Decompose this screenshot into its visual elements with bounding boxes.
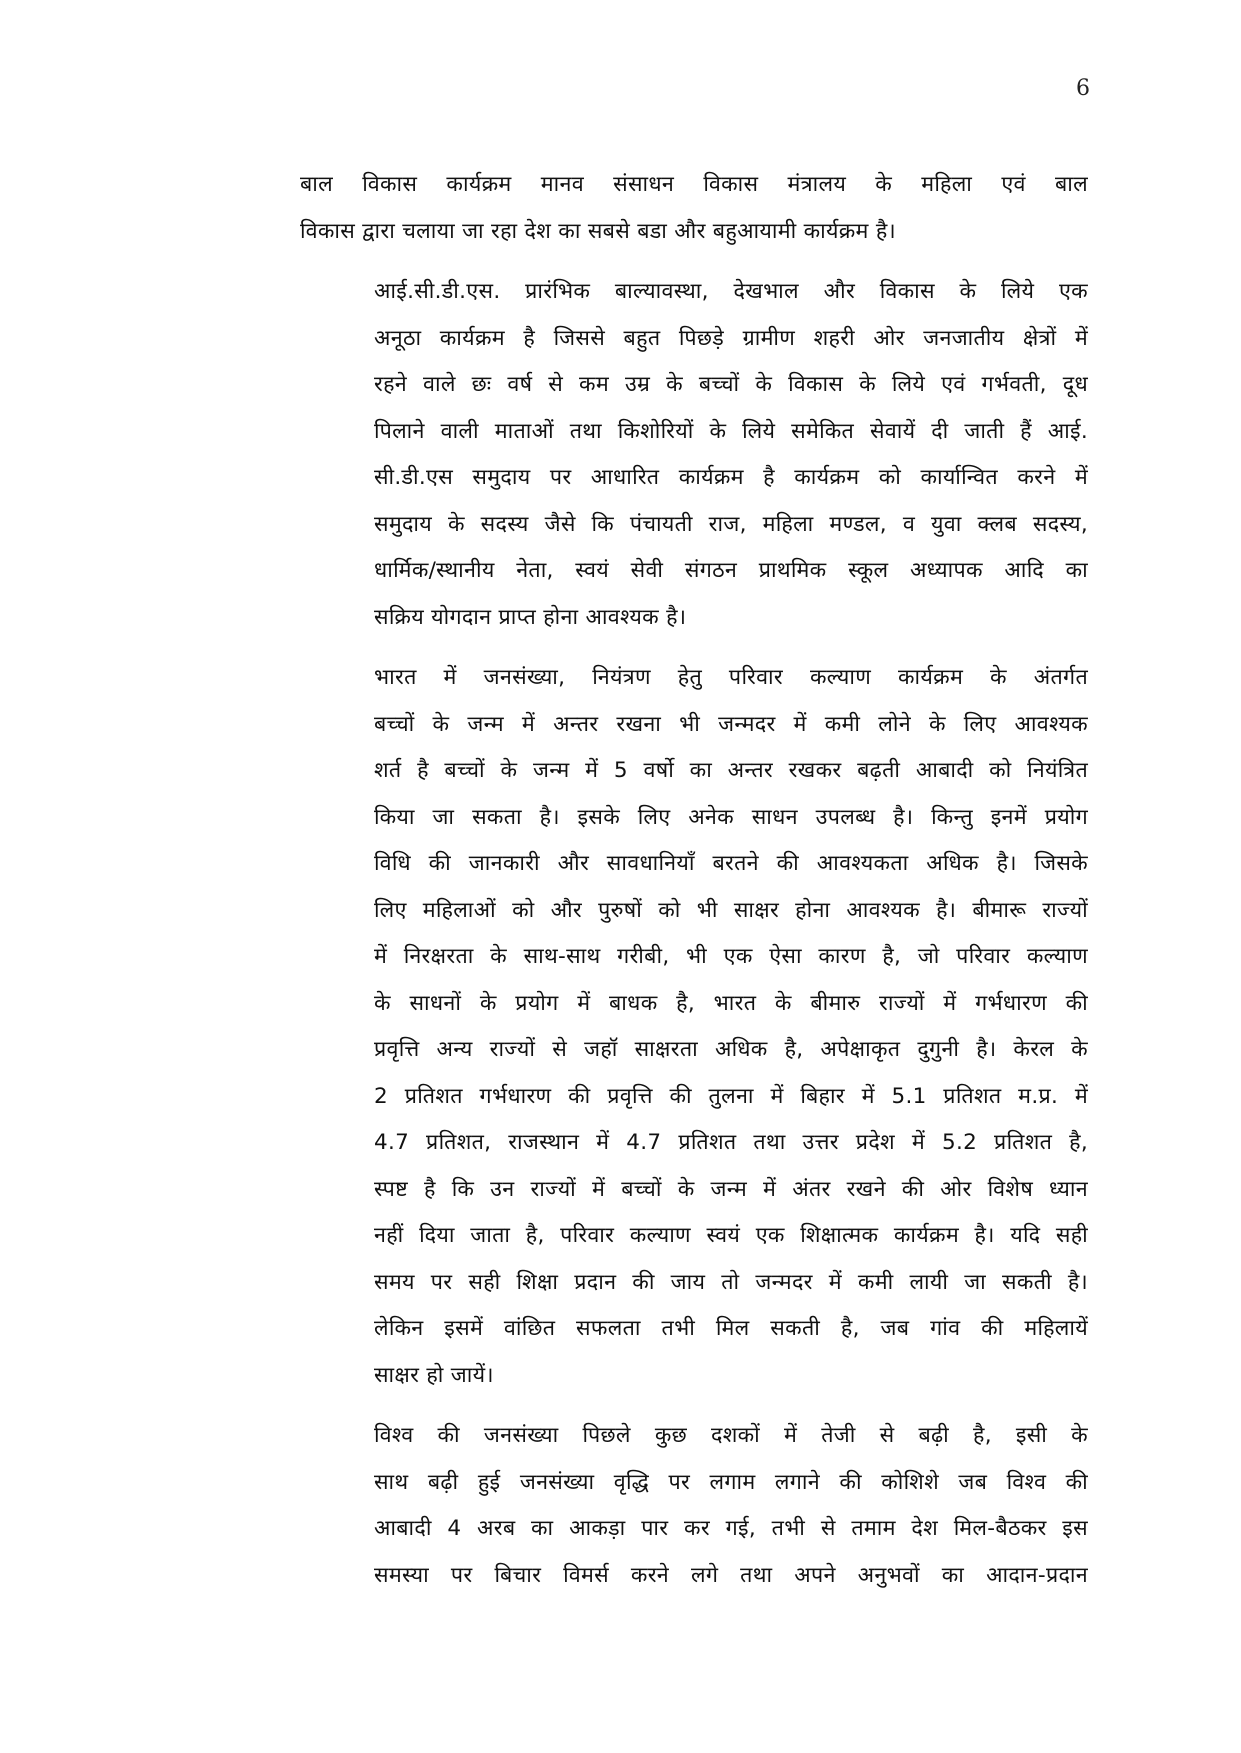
text-line: में निरक्षरता के साथ-साथ गरीबी, भी एक ऐसा कारण है, जो परिवार कल्याण: [374, 944, 1088, 969]
text-line: रहने वाले छः वर्ष से कम उम्र के बच्चों के विकास के लिये एवं गर्भवती, दूध: [374, 372, 1088, 397]
text-line: प्रवृत्ति अन्य राज्यों से जहॉ साक्षरता अधिक है, अपेक्षाकृत दुगुनी है। केरल के: [374, 1037, 1088, 1062]
paragraph: [300, 269, 1088, 641]
text-line: सी.डी.एस समुदाय पर आधारित कार्यक्रम है कार्यक्रम को कार्यान्वित करने में: [374, 465, 1088, 490]
text-line: विधि की जानकारी और सावधानियाँ बरतने की आवश्यकता अधिक है। जिसके: [374, 851, 1088, 876]
paragraph: [300, 655, 1088, 1399]
text-line: सक्रिय योगदान प्राप्त होना आवश्यक है।: [374, 604, 687, 630]
page-number: 6: [1076, 76, 1090, 101]
paragraph: [300, 162, 1088, 255]
text-line: धार्मिक/स्थानीय नेता, स्वयं सेवी संगठन प्राथमिक स्कूल अध्यापक आदि का: [374, 558, 1088, 583]
text-line: समुदाय के सदस्य जैसे कि पंचायती राज, महिला मण्डल, व युवा क्लब सदस्य,: [374, 511, 1088, 537]
text-line: पिलाने वाली माताओं तथा किशोरियों के लिये समेकित सेवायें दी जाती हैं आई.: [374, 418, 1088, 444]
text-line: बच्चों के जन्म में अन्तर रखना भी जन्मदर में कमी लोने के लिए आवश्यक: [374, 711, 1088, 737]
text-line: लिए महिलाओं को और पुरुषों को भी साक्षर होना आवश्यक है। बीमारू राज्यों: [374, 897, 1088, 923]
text-line: विश्व की जनसंख्या पिछले कुछ दशकों में तेजी से बढ़ी है, इसी के: [374, 1423, 1088, 1448]
text-line: किया जा सकता है। इसके लिए अनेक साधन उपलब्ध है। किन्तु इनमें प्रयोग: [374, 804, 1088, 830]
text-line: विकास द्वारा चलाया जा रहा देश का सबसे बडा और बहुआयामी कार्यक्रम है।: [300, 218, 896, 244]
text-line: साथ बढ़ी हुई जनसंख्या वृद्धि पर लगाम लगाने की कोशिशे जब विश्व की: [374, 1469, 1088, 1495]
text-line: स्पष्ट है कि उन राज्यों में बच्चों के जन्म में अंतर रखने की ओर विशेष ध्यान: [374, 1176, 1088, 1202]
text-line: आई.सी.डी.एस. प्रारंभिक बाल्यावस्था, देखभाल और विकास के लिये एक: [374, 279, 1088, 304]
text-line: शर्त है बच्चों के जन्म में 5 वर्षो का अन्तर रखकर बढ़ती आबादी को नियंत्रित: [374, 758, 1088, 783]
text-line: लेकिन इसमें वांछित सफलता तभी मिल सकती है, जब गांव की महिलायें: [374, 1316, 1088, 1341]
document-body: [300, 162, 1088, 1613]
text-line: साक्षर हो जायें।: [374, 1362, 494, 1388]
text-line: भारत में जनसंख्या, नियंत्रण हेतु परिवार कल्याण कार्यक्रम के अंतर्गत: [374, 665, 1088, 690]
paragraph: [300, 1413, 1088, 1599]
text-line: बाल विकास कार्यक्रम मानव संसाधन विकास मंत्रालय के महिला एवं बाल: [300, 172, 1088, 197]
text-line: 4.7 प्रतिशत, राजस्थान में 4.7 प्रतिशत तथा उत्तर प्रदेश में 5.2 प्रतिशत है,: [374, 1130, 1088, 1155]
text-line: आबादी 4 अरब का आकड़ा पार कर गई, तभी से तमाम देश मिल-बैठकर इस: [374, 1516, 1088, 1541]
text-line: समय पर सही शिक्षा प्रदान की जाय तो जन्मदर में कमी लायी जा सकती है।: [374, 1269, 1088, 1295]
text-line: नहीं दिया जाता है, परिवार कल्याण स्वयं एक शिक्षात्मक कार्यक्रम है। यदि सही: [374, 1223, 1088, 1248]
text-line: 2 प्रतिशत गर्भधारण की प्रवृत्ति की तुलना में बिहार में 5.1 प्रतिशत म.प्र. में: [374, 1083, 1088, 1109]
text-line: अनूठा कार्यक्रम है जिससे बहुत पिछड़े ग्रामीण शहरी ओर जनजातीय क्षेत्रों में: [374, 325, 1088, 351]
text-line: के साधनों के प्रयोग में बाधक है, भारत के बीमारु राज्यों में गर्भधारण की: [374, 990, 1088, 1016]
text-line: समस्या पर बिचार विमर्स करने लगे तथा अपने अनुभवों का आदान-प्रदान: [374, 1562, 1088, 1588]
